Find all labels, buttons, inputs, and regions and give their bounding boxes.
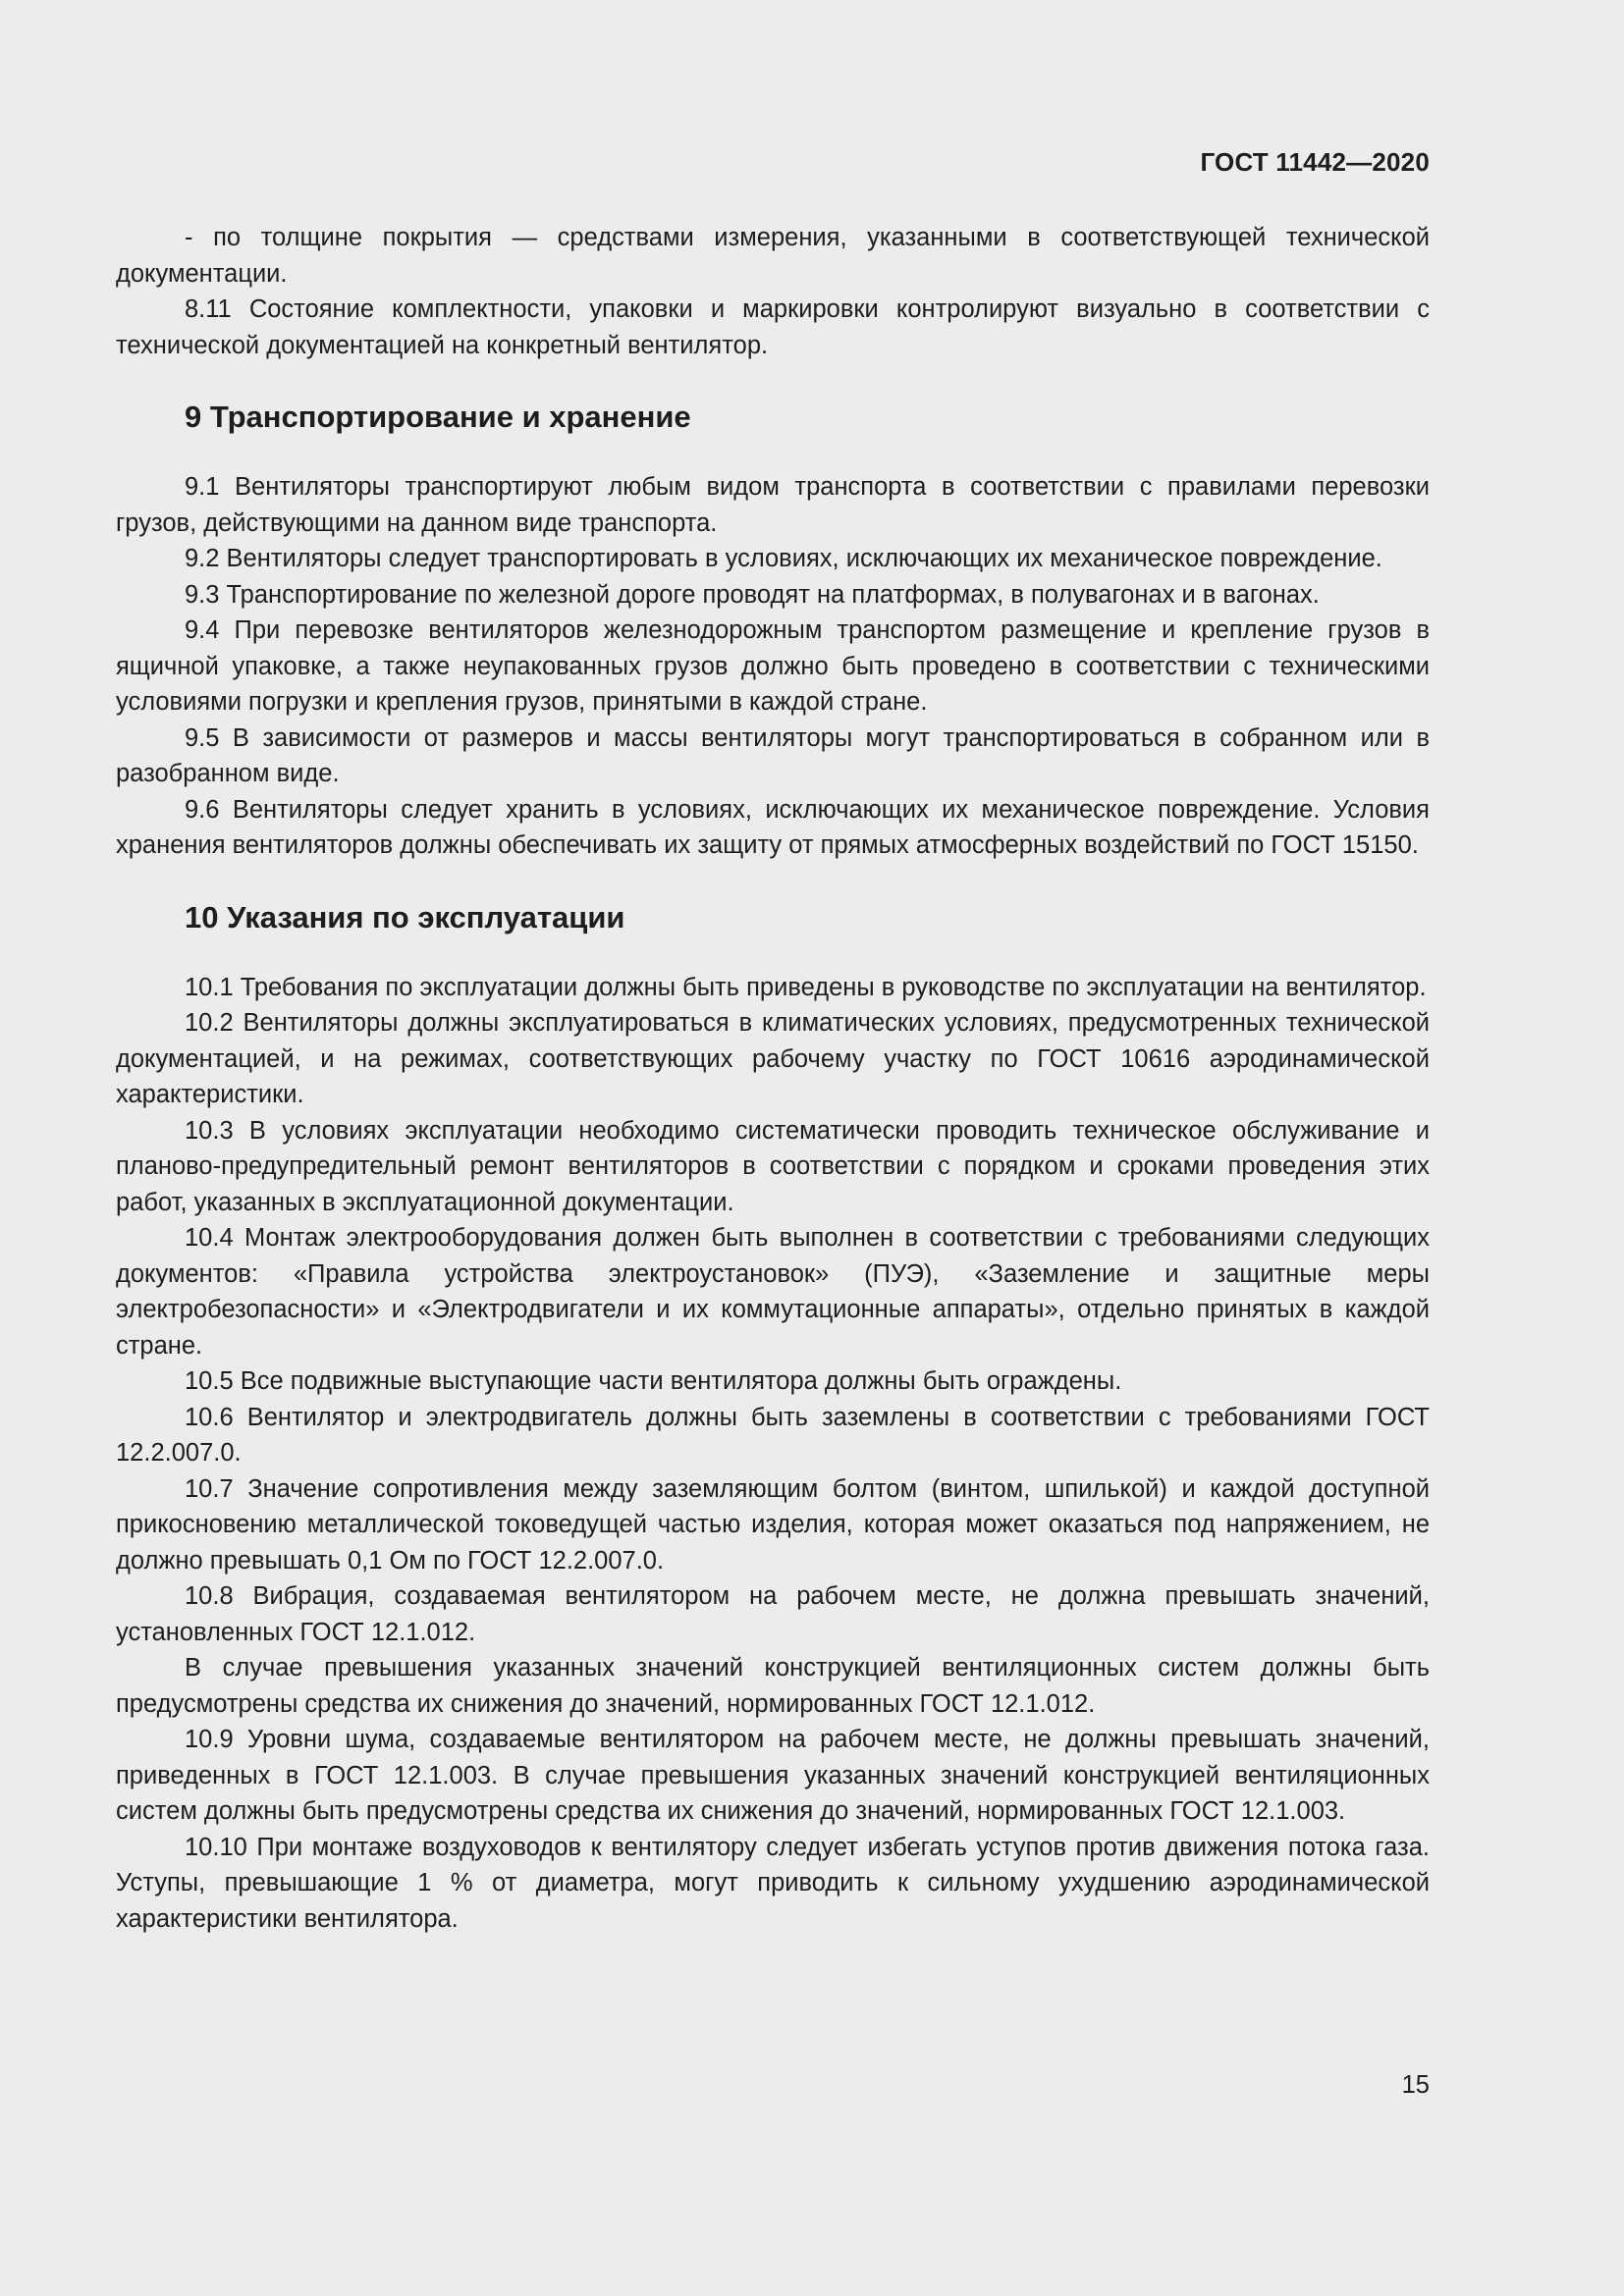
paragraph-9-4: 9.4 При перевозке вентиляторов железнодорожным транспортом размещение и крепление грузов в ящичной упаковке, а также неупакованных грузов должно быть проведено в соответствии с техническими условиями погрузки и крепления грузов, принятыми в каждой стране. [116,616,1430,716]
section-10-heading: 10 Указания по эксплуатации [185,899,625,934]
standard-header: ГОСТ 11442—2020 [1200,147,1430,177]
paragraph-9-1: 9.1 Вентиляторы транспортируют любым видом транспорта в соответствии с правилами перевозки грузов, действующими на данном виде транспорта. [116,473,1430,537]
paragraph-9-2: 9.2 Вентиляторы следует транспортировать в условиях, исключающих их механическое повреждение. [185,545,1382,572]
paragraph-10-1: 10.1 Требования по эксплуатации должны быть приведены в руководстве по эксплуатации на вентилятор. [185,973,1427,1001]
paragraph-9-5: 9.5 В зависимости от размеров и массы вентиляторы могут транспортироваться в собранном или в разобранном виде. [116,723,1430,787]
paragraph-10-2: 10.2 Вентиляторы должны эксплуатироваться в климатических условиях, предусмотренных технической документацией, и на режимах, соответствующих рабочему участку по ГОСТ 10616 аэродинамической характеристики. [116,1009,1430,1108]
paragraph-10-5: 10.5 Все подвижные выступающие части вентилятора должны быть ограждены. [185,1367,1122,1395]
paragraph-10-9: 10.9 Уровни шума, создаваемые вентилятором на рабочем месте, не должны превышать значений, приведенных в ГОСТ 12.1.003. В случае превышения указанных значений конструкцией вентиляционных систем должны быть предусмотрены средства их снижения до значений, нормированных ГОСТ 12.1.003. [116,1726,1430,1825]
paragraph-10-7: 10.7 Значение сопротивления между заземляющим болтом (винтом, шпилькой) и каждой доступной прикосновению металлической токоведущей частью изделия, которая может оказаться под напряжением, не должно превышать 0,1 Ом по ГОСТ 12.2.007.0. [116,1474,1430,1575]
page-number: 15 [1401,2071,1430,2099]
paragraph-8-11: 8.11 Состояние комплектности, упаковки и маркировки контролируют визуально в соответствии с технической документацией на конкретный вентилятор. [116,295,1430,359]
paragraph-10-4: 10.4 Монтаж электрооборудования должен быть выполнен в соответствии с требованиями следующих документов: «Правила устройства электроустановок» (ПУЭ), «Заземление и защитные меры электробезопасности» и «Электродвигатели и их коммутационные аппараты», отдельно принятых в каждой стране. [116,1224,1430,1360]
document-body [116,220,1430,1937]
paragraph-9-3: 9.3 Транспортирование по железной дороге проводят на платформах, в полувагонах и в вагонах. [185,580,1320,609]
paragraph-10-10: 10.10 При монтаже воздуховодов к вентилятору следует избегать уступов против движения потока газа. Уступы, превышающие 1 % от диаметра, могут приводить к сильному ухудшению аэродинамической характеристики вентилятора. [116,1833,1430,1933]
paragraph-10-3: 10.3 В условиях эксплуатации необходимо систематически проводить техническое обслуживание и планово-предупредительный ремонт вентиляторов в соответствии с порядком и сроками проведения этих работ, указанных в эксплуатационной документации. [116,1116,1430,1216]
paragraph-coating-thickness: - по толщине покрытия — средствами измерения, указанными в соответствующей технической документации. [116,224,1430,288]
section-9-heading: 9 Транспортирование и хранение [185,400,691,434]
paragraph-10-6: 10.6 Вентилятор и электродвигатель должны быть заземлены в соответствии с требованиями ГОСТ 12.2.007.0. [116,1403,1430,1467]
paragraph-10-8: 10.8 Вибрация, создаваемая вентилятором на рабочем месте, не должна превышать значений, установленных ГОСТ 12.1.012. [116,1582,1430,1646]
paragraph-10-8-continued: В случае превышения указанных значений конструкцией вентиляционных систем должны быть предусмотрены средства их снижения до значений, нормированных ГОСТ 12.1.012. [116,1654,1430,1718]
paragraph-9-6: 9.6 Вентиляторы следует хранить в условиях, исключающих их механическое повреждение. Условия хранения вентиляторов должны обеспечивать их защиту от прямых атмосферных воздействий по ГОСТ 15150. [116,795,1430,859]
